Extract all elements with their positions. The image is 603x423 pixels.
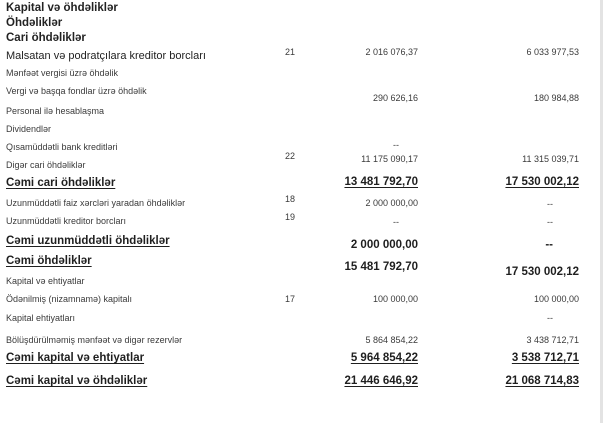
row-note: 18 [285, 194, 296, 204]
row-label: Malsatan və podratçılara kreditor borcları [6, 50, 206, 62]
section-heading: Cari öhdəliklər [6, 32, 86, 44]
row-note: 22 [285, 151, 296, 161]
row-label: Uzunmüddətli kreditor borcları [6, 216, 127, 226]
section-heading: Öhdəliklər [6, 17, 63, 29]
total-value-prior: 17 530 002,12 [505, 176, 579, 188]
table-row [0, 332, 603, 352]
row-value-prior: 11 315 039,71 [522, 154, 579, 164]
total-value-prior: 21 068 714,83 [505, 375, 579, 387]
row-value-prior: -- [547, 199, 553, 209]
total-value-current: 5 964 854,22 [350, 352, 418, 364]
table-row [0, 122, 603, 142]
row-value-current: -- [393, 140, 399, 150]
total-label: Cəmi uzunmüddətli öhdəliklər [6, 235, 170, 247]
row-label: Uzunmüddətli faiz xərcləri yaradan öhdəliklər [6, 198, 186, 208]
row-label: Digər cari öhdəliklər [6, 160, 86, 170]
row-label: Bölüşdürülməmiş mənfəət və digər rezervlər [6, 335, 183, 345]
row-label: Mənfəət vergisi üzrə öhdəlik [6, 68, 119, 78]
total-value-current: 13 481 792,70 [344, 176, 418, 188]
total-row [0, 233, 603, 253]
total-value-current: 21 446 646,92 [344, 375, 418, 387]
row-label: Personal ilə hesablaşma [6, 106, 105, 116]
table-row [0, 46, 603, 66]
total-value-prior: 17 530 002,12 [505, 266, 579, 278]
row-label: Kapital və ehtiyatlar [6, 276, 85, 286]
total-label: Cəmi kapital və ehtiyatlar [6, 352, 145, 364]
row-label: Vergi və başqa fondlar üzrə öhdəlik [6, 86, 147, 96]
table-row [0, 310, 603, 330]
table-row [0, 66, 603, 86]
total-row [0, 253, 603, 278]
total-label: Cəmi kapital və öhdəliklər [6, 375, 148, 387]
row-value-prior: 180 984,88 [533, 93, 579, 103]
row-value-current: 2 000 000,00 [365, 198, 418, 208]
table-row [0, 104, 603, 124]
row-label: Dividendlər [6, 124, 52, 134]
row-value-current: 11 175 090,17 [361, 154, 418, 164]
table-row [0, 212, 603, 232]
row-value-current: 2 016 076,37 [365, 47, 418, 57]
row-note: 19 [285, 212, 296, 222]
row-note: 17 [285, 294, 296, 304]
table-row [0, 292, 603, 312]
total-value-prior: 3 538 712,71 [511, 352, 579, 364]
row-value-current: -- [393, 217, 399, 227]
row-value-prior: 6 033 977,53 [526, 47, 579, 57]
total-value-current: 2 000 000,00 [350, 239, 418, 251]
row-note: 21 [285, 47, 296, 57]
row-value-prior: -- [547, 217, 553, 227]
total-row [0, 373, 603, 393]
row-value-prior: 3 438 712,71 [526, 335, 579, 345]
table-row [0, 194, 603, 214]
total-row [0, 350, 603, 370]
total-row [0, 175, 603, 195]
table-row [0, 150, 603, 170]
section-heading: Kapital və öhdəliklər [6, 2, 118, 14]
row-value-current: 290 626,16 [372, 93, 418, 103]
row-label: Ödənilmiş (nizamnamə) kapitalı [6, 294, 133, 304]
total-label: Cəmi öhdəliklər [6, 255, 92, 267]
total-value-prior: -- [545, 239, 553, 251]
row-value-prior: -- [547, 313, 553, 323]
row-value-current: 100 000,00 [372, 294, 418, 304]
row-label: Qısamüddətli bank kreditləri [6, 142, 118, 152]
row-value-current: 5 864 854,22 [365, 335, 418, 345]
total-label: Cəmi cari öhdəliklər [6, 177, 116, 189]
row-label: Kapital ehtiyatları [6, 313, 76, 323]
row-value-prior: 100 000,00 [533, 294, 579, 304]
table-row [0, 84, 603, 104]
total-value-current: 15 481 792,70 [344, 261, 418, 273]
